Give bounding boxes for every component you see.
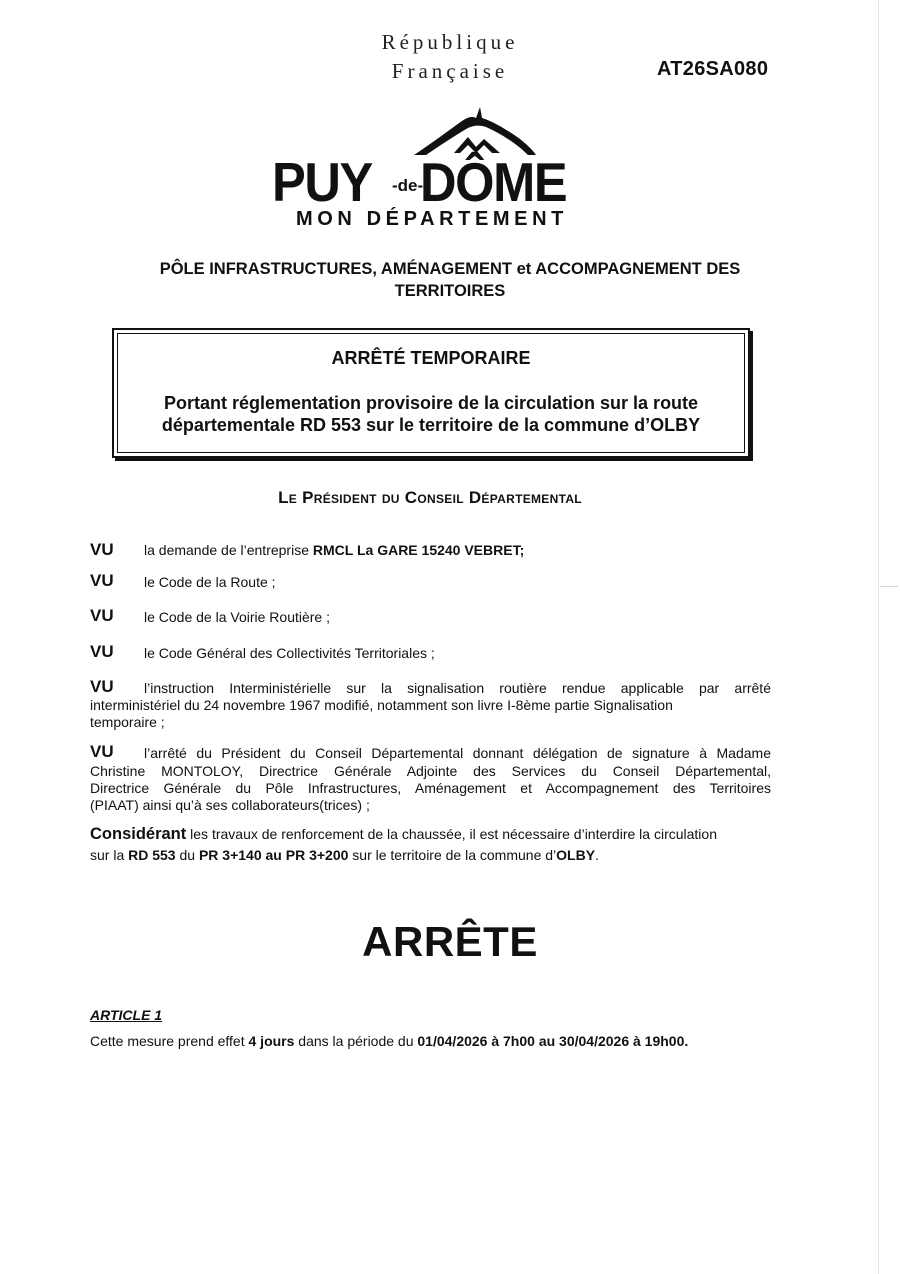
document-reference: AT26SA080: [657, 58, 769, 80]
vu-item-1: la demande de l’entreprise RMCL La GARE 15240 VEBRET;: [144, 542, 525, 558]
vu-label: VU: [90, 742, 114, 761]
vu-item-3: le Code de la Voirie Routière ;: [144, 609, 330, 625]
subtitle-line-1: Portant réglementation provisoire de la circulation sur la route: [163, 393, 699, 413]
title-box: [112, 328, 750, 458]
vu-item-4: le Code Général des Collectivités Territoriales ;: [144, 645, 435, 661]
considerant-line-1: Considérant les travaux de renforcement de la chaussée, il est nécessaire d’interdire la circulation: [90, 825, 717, 843]
considerant-label: Considérant: [90, 825, 187, 843]
page-edge-tick: [880, 586, 898, 587]
republique-line: République: [381, 30, 519, 54]
article-1-text: Cette mesure prend effet 4 jours dans la période du 01/04/2026 à 7h00 au 30/04/2026 à 19h00.: [90, 1033, 689, 1049]
vu-item-5-line-3: temporaire ;: [90, 714, 165, 730]
vu-item-5-line-1: l’instruction Interministérielle sur la signalisation routière rendue applicable par arrêté: [144, 680, 771, 696]
pole-line-1: PÔLE INFRASTRUCTURES, AMÉNAGEMENT et ACCOMPAGNEMENT DES: [159, 260, 741, 278]
logo-wordmark: [270, 152, 595, 212]
pole-heading: [90, 258, 810, 302]
president-heading: Le Président du Conseil Départemental: [278, 488, 582, 507]
pole-line-2: TERRITOIRES: [394, 282, 506, 300]
francaise-line: Française: [391, 59, 509, 83]
logo-puy: PUY: [272, 151, 372, 213]
logo-tagline: MON DÉPARTEMENT: [296, 208, 568, 230]
vu-label: VU: [90, 677, 114, 696]
vu-label: VU: [90, 571, 114, 590]
vu-item-6-line-2: Christine MONTOLOY, Directrice Générale Adjointe des Services du Conseil Départemental,: [90, 763, 771, 779]
vu-item-6-line-4: (PIAAT) ainsi qu’à ses collaborateurs(trices) ;: [90, 797, 370, 813]
vu-label: VU: [90, 642, 114, 661]
considerant-line-2: sur la RD 553 du PR 3+140 au PR 3+200 sur le territoire de la commune d’OLBY.: [90, 847, 599, 863]
article-1-label: ARTICLE 1: [90, 1007, 163, 1023]
arrete-subtitle: [124, 392, 738, 436]
page-edge-line: [878, 0, 879, 1274]
vu-item-6-line-1: l’arrêté du Président du Conseil Départemental donnant délégation de signature à Madame: [144, 745, 771, 761]
vu-item-2: le Code de la Route ;: [144, 574, 276, 590]
logo-dome: DÔME: [420, 151, 567, 213]
arrete-temporaire-title: ARRÊTÉ TEMPORAIRE: [331, 348, 531, 368]
arrete-heading: ARRÊTE: [362, 918, 538, 965]
subtitle-line-2: départementale RD 553 sur le territoire de la commune d’OLBY: [161, 415, 701, 435]
logo-de: -de-: [392, 176, 424, 195]
republique-francaise: [300, 28, 600, 86]
vu-item-5-line-2: interministériel du 24 novembre 1967 modifié, notamment son livre I-8ème partie Signalisation: [90, 697, 673, 713]
vu-item-6-line-3: Directrice Générale du Pôle Infrastructures, Aménagement et Accompagnement des Territoires: [90, 780, 771, 796]
vu-label: VU: [90, 606, 114, 625]
vu-label: VU: [90, 540, 114, 559]
